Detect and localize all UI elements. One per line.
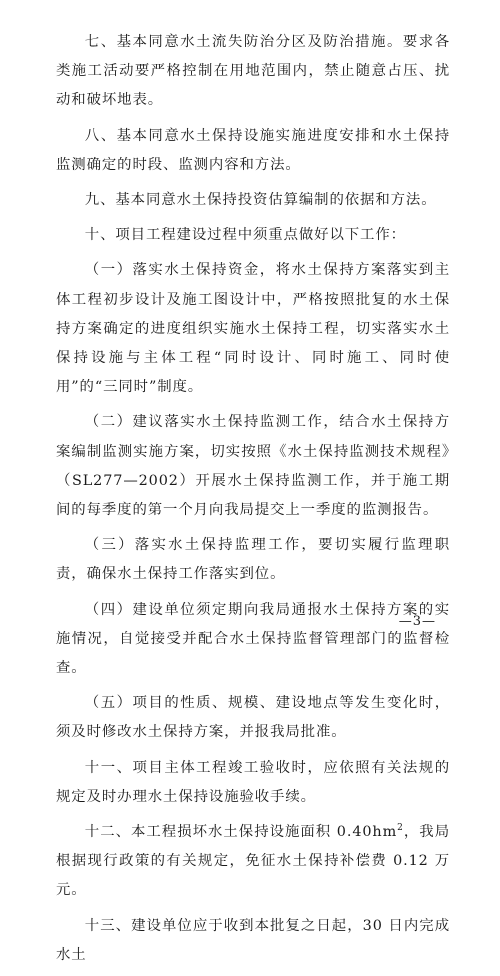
paragraph-7: 七、基本同意水土流失防治分区及防治措施。要求各类施工活动要严格控制在用地范围内，禁止随意占压、扰动和破坏地表。	[56, 34, 450, 109]
paragraph-10-item-5: （五）项目的性质、规模、建设地点等发生变化时，须及时修改水土保持方案，并报我局批准。	[56, 695, 450, 741]
area-unit-superscript: 2	[397, 823, 404, 834]
paragraph-10-item-1: （一）落实水土保持资金，将水土保持方案落实到主体工程初步设计及施工图设计中，严格按照批复的水土保持方案确定的进度组织实施水土保持工程，切实落实水土保持设施与主体工程“同时设计、同时施工、同时使用”的“三同时”制度。	[56, 262, 450, 396]
document-page	[56, 28, 450, 976]
paragraph-10-item-2: （二）建议落实水土保持监测工作，结合水土保持方案编制监测实施方案，切实按照《水土保持监测技术规程》（SL277—2002）开展水土保持监测工作，并于施工期间的每季度的第一个月向我局提交上一季度的监测报告。	[56, 414, 450, 519]
page-number: —3—	[398, 614, 436, 629]
paragraph-10: 十、项目工程建设过程中须重点做好以下工作：	[84, 227, 406, 244]
paragraph-13: 十三、建设单位应于收到本批复之日起，30 日内完成水土	[56, 917, 450, 963]
paragraph-12-after: ，我局根据现行政策的有关规定，免征水土保持补偿费 0.12 万元。	[56, 824, 450, 899]
paragraph-12-before: 十二、本工程损坏水土保持设施面积 0.40hm	[84, 824, 398, 841]
paragraph-11: 十一、项目主体工程竣工验收时，应依照有关法规的规定及时办理水土保持设施验收手续。	[56, 759, 450, 805]
paragraph-12	[56, 818, 450, 906]
paragraph-10-item-4: （四）建设单位须定期向我局通报水土保持方案的实施情况，自觉接受并配合水土保持监督管理部门的监督检查。	[56, 601, 450, 677]
paragraph-8: 八、基本同意水土保持设施实施进度安排和水土保持监测确定的时段、监测内容和方法。	[56, 127, 450, 173]
paragraph-10-item-3: （三）落实水土保持监理工作，要切实履行监理职责，确保水土保持工作落实到位。	[56, 537, 450, 583]
paragraph-9: 九、基本同意水土保持投资估算编制的依据和方法。	[84, 192, 437, 209]
